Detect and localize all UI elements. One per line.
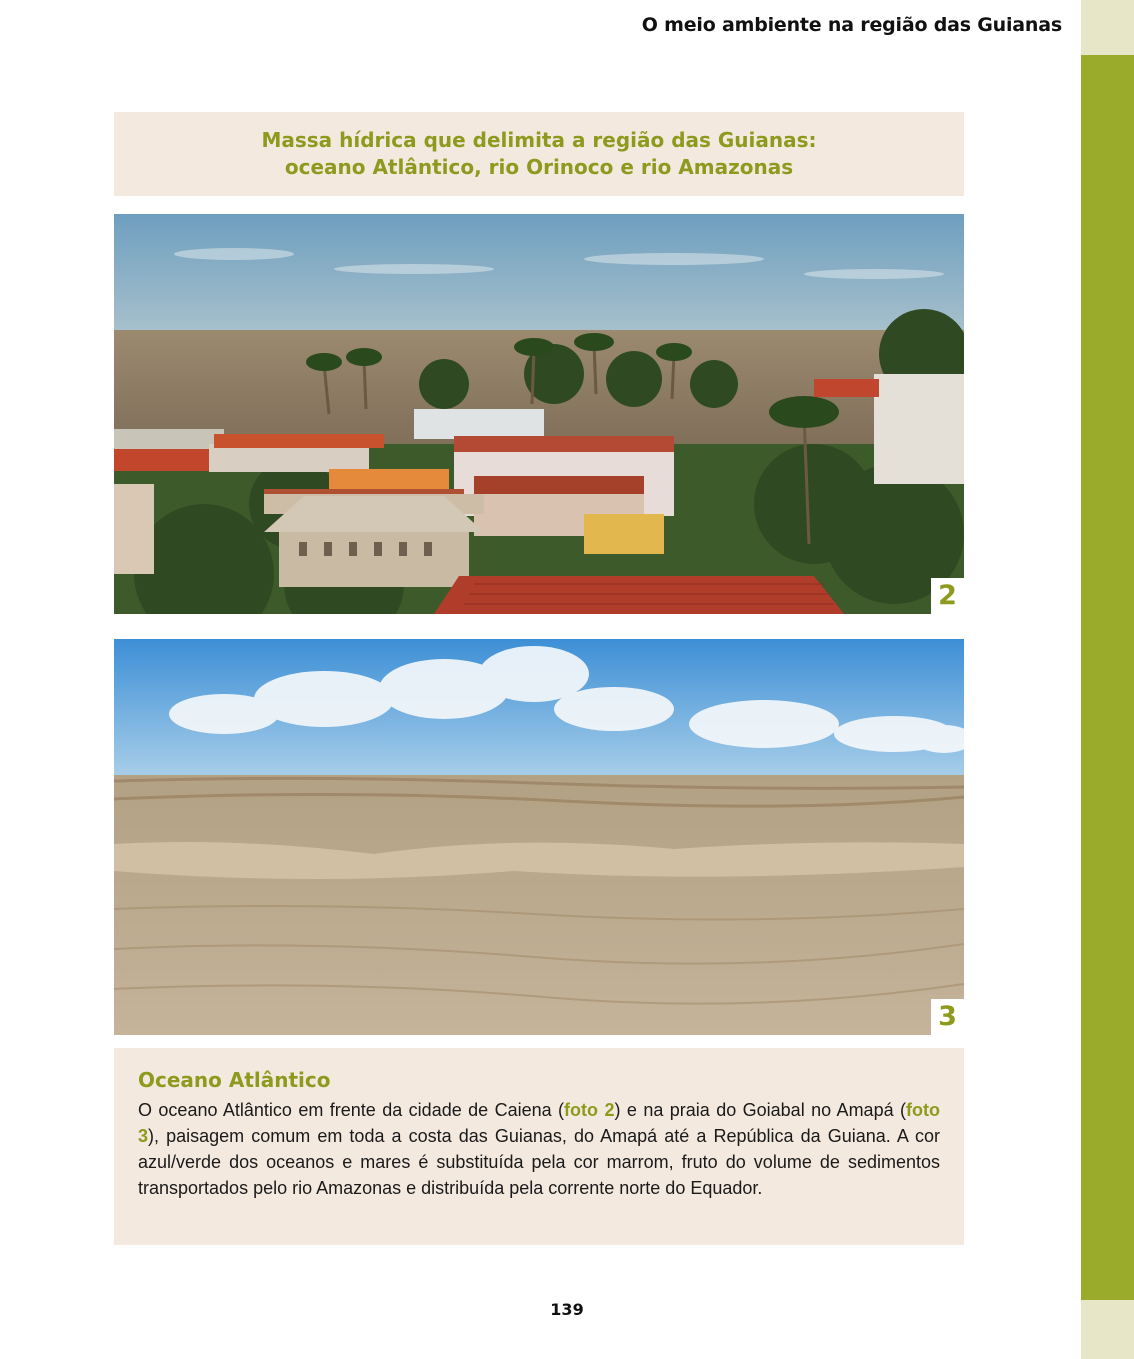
caption-heading: Oceano Atlântico xyxy=(138,1068,331,1092)
page-number: 139 xyxy=(550,1300,584,1319)
running-header: O meio ambiente na região das Guianas xyxy=(641,14,1062,36)
section-title-box xyxy=(114,112,964,196)
caption-text: ) e na praia do Goiabal no Amapá ( xyxy=(614,1100,907,1120)
caption-text: O oceano Atlântico em frente da cidade de Caiena ( xyxy=(138,1100,565,1120)
caption-body xyxy=(138,1097,940,1201)
section-title-line-1: Massa hídrica que delimita a região das Guianas: xyxy=(261,128,817,152)
chapter-side-bar xyxy=(1081,55,1134,1300)
caption-box xyxy=(114,1048,964,1245)
photo-number: 3 xyxy=(931,999,964,1035)
photo-number: 2 xyxy=(931,578,964,614)
caption-text: ), paisagem comum em toda a costa das Guianas, do Amapá até a República da Guiana. A cor azul/verde dos oceanos e mares é substituída pela cor marrom, fruto do volume de sedimentos transportados pelo rio Amazonas e distribuída pela corrente norte do Equador. xyxy=(138,1126,940,1198)
photo-reference: foto 2 xyxy=(564,1100,615,1120)
photo-goiabal-beach xyxy=(114,639,964,1035)
photo-reference: foto 3 xyxy=(138,1100,940,1146)
photo-caiena-coast xyxy=(114,214,964,614)
section-title-line-2: oceano Atlântico, rio Orinoco e rio Amazonas xyxy=(284,155,794,179)
side-tab-top xyxy=(1081,0,1134,55)
